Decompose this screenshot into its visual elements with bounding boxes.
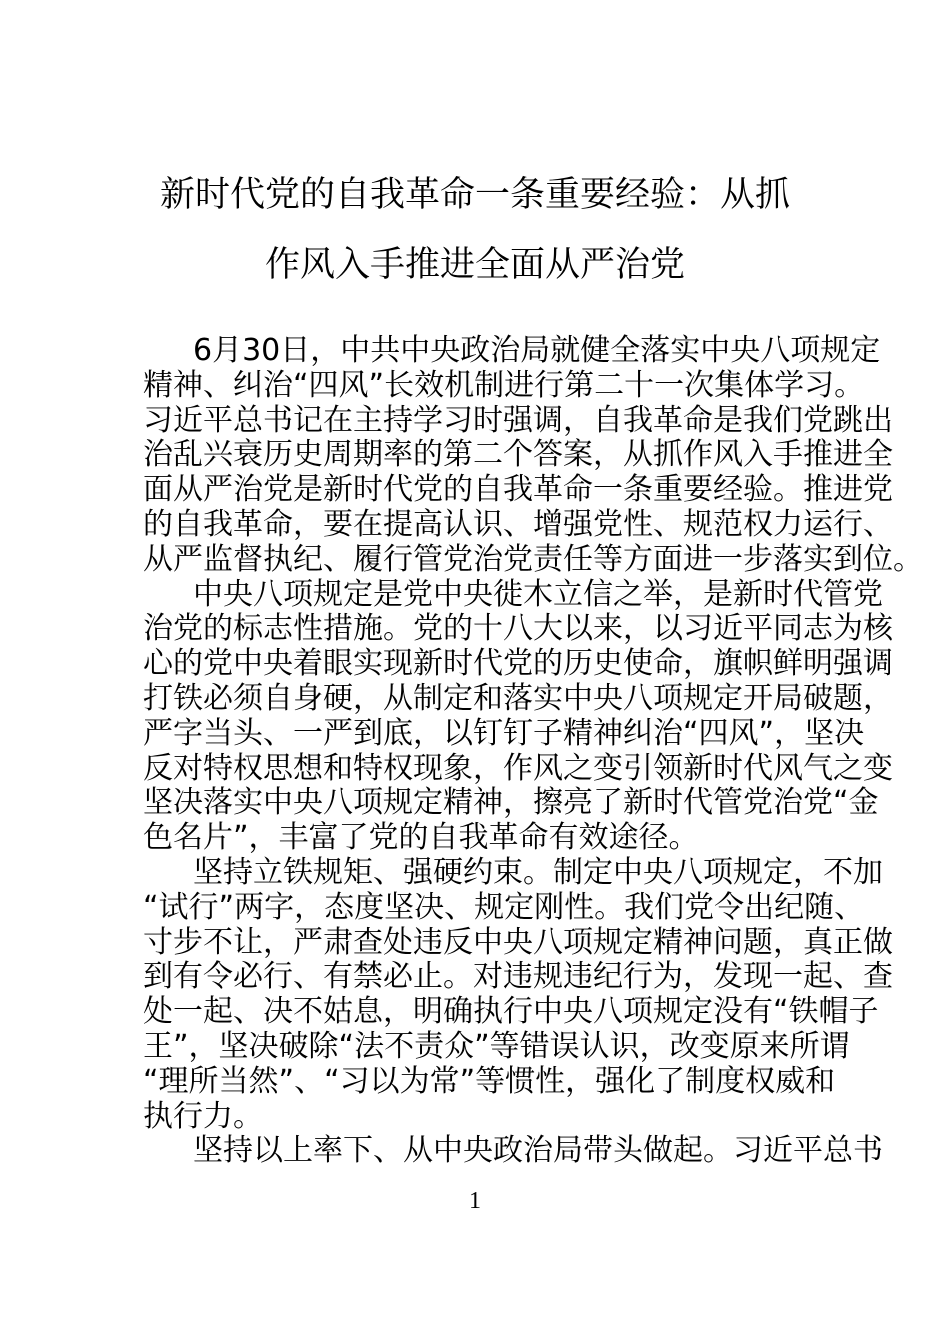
text-line: 坚持以上率下、从中央政治局带头做起。习近平总书 (193, 1133, 883, 1169)
text-line: 治党的标志性措施。党的十八大以来，以习近平同志为核 (143, 611, 893, 647)
text-line: 坚持立铁规矩、强硬约束。制定中央八项规定，不加 (193, 854, 883, 890)
text-line: 治乱兴衰历史周期率的第二个答案，从抓作风入手推进全 (143, 437, 893, 473)
paragraph (143, 333, 923, 578)
paragraph (143, 1133, 883, 1169)
text-line: 习近平总书记在主持学习时强调，自我革命是我们党跳出 (143, 402, 893, 438)
text-line: 到有令必行、有禁必止。对违规违纪行为，发现一起、查 (143, 959, 893, 995)
text-line: 心的党中央着眼实现新时代党的历史使命，旗帜鲜明强调 (143, 646, 893, 682)
text-line: 执行力。 (143, 1098, 263, 1134)
text-line: 打铁必须自身硬，从制定和落实中央八项规定开局破题， (143, 680, 893, 716)
text-line: “试行”两字，态度坚决、规定刚性。我们党令出纪随、 (143, 889, 865, 925)
paragraph (143, 854, 893, 1134)
text-line: 精神、纠治“四风”长效机制进行第二十一次集体学习。 (143, 367, 865, 403)
text-line: 面从严治党是新时代党的自我革命一条重要经验。推进党 (143, 472, 893, 508)
text-line: 严字当头、一严到底，以钉钉子精神纠治“四风”，坚决 (143, 715, 865, 751)
text-line: “理所当然”、“习以为常”等惯性，强化了制度权威和 (143, 1063, 836, 1099)
page-number: 1 (469, 1188, 481, 1214)
text-line: 反对特权思想和特权现象，作风之变引领新时代风气之变 (143, 750, 893, 786)
text-line: 中央八项规定是党中央徙木立信之举，是新时代管党 (193, 576, 883, 612)
text-line: 王”，坚决破除“法不责众”等错误认识，改变原来所谓 (143, 1028, 850, 1064)
text-line: 色名片”，丰富了党的自我革命有效途径。 (143, 820, 699, 856)
text-line: 的自我革命，要在提高认识、增强党性、规范权力运行、 (143, 506, 893, 542)
text-line: 6月30日，中共中央政治局就健全落实中央八项规定 (193, 333, 881, 368)
text-line: 寸步不让，严肃查处违反中央八项规定精神问题，真正做 (143, 924, 893, 960)
title-line: 新时代党的自我革命一条重要经验：从抓 (159, 175, 790, 215)
paragraph (143, 576, 893, 856)
document-title (0, 160, 950, 300)
title-line: 作风入手推进全面从严治党 (264, 245, 685, 285)
document-body (143, 333, 923, 1169)
text-line: 坚决落实中央八项规定精神，擦亮了新时代管党治党“金 (143, 785, 879, 821)
text-line: 处一起、决不姑息，明确执行中央八项规定没有“铁帽子 (143, 994, 879, 1030)
text-line: 从严监督执纪、履行管党治党责任等方面进一步落实到位。 (143, 541, 923, 577)
